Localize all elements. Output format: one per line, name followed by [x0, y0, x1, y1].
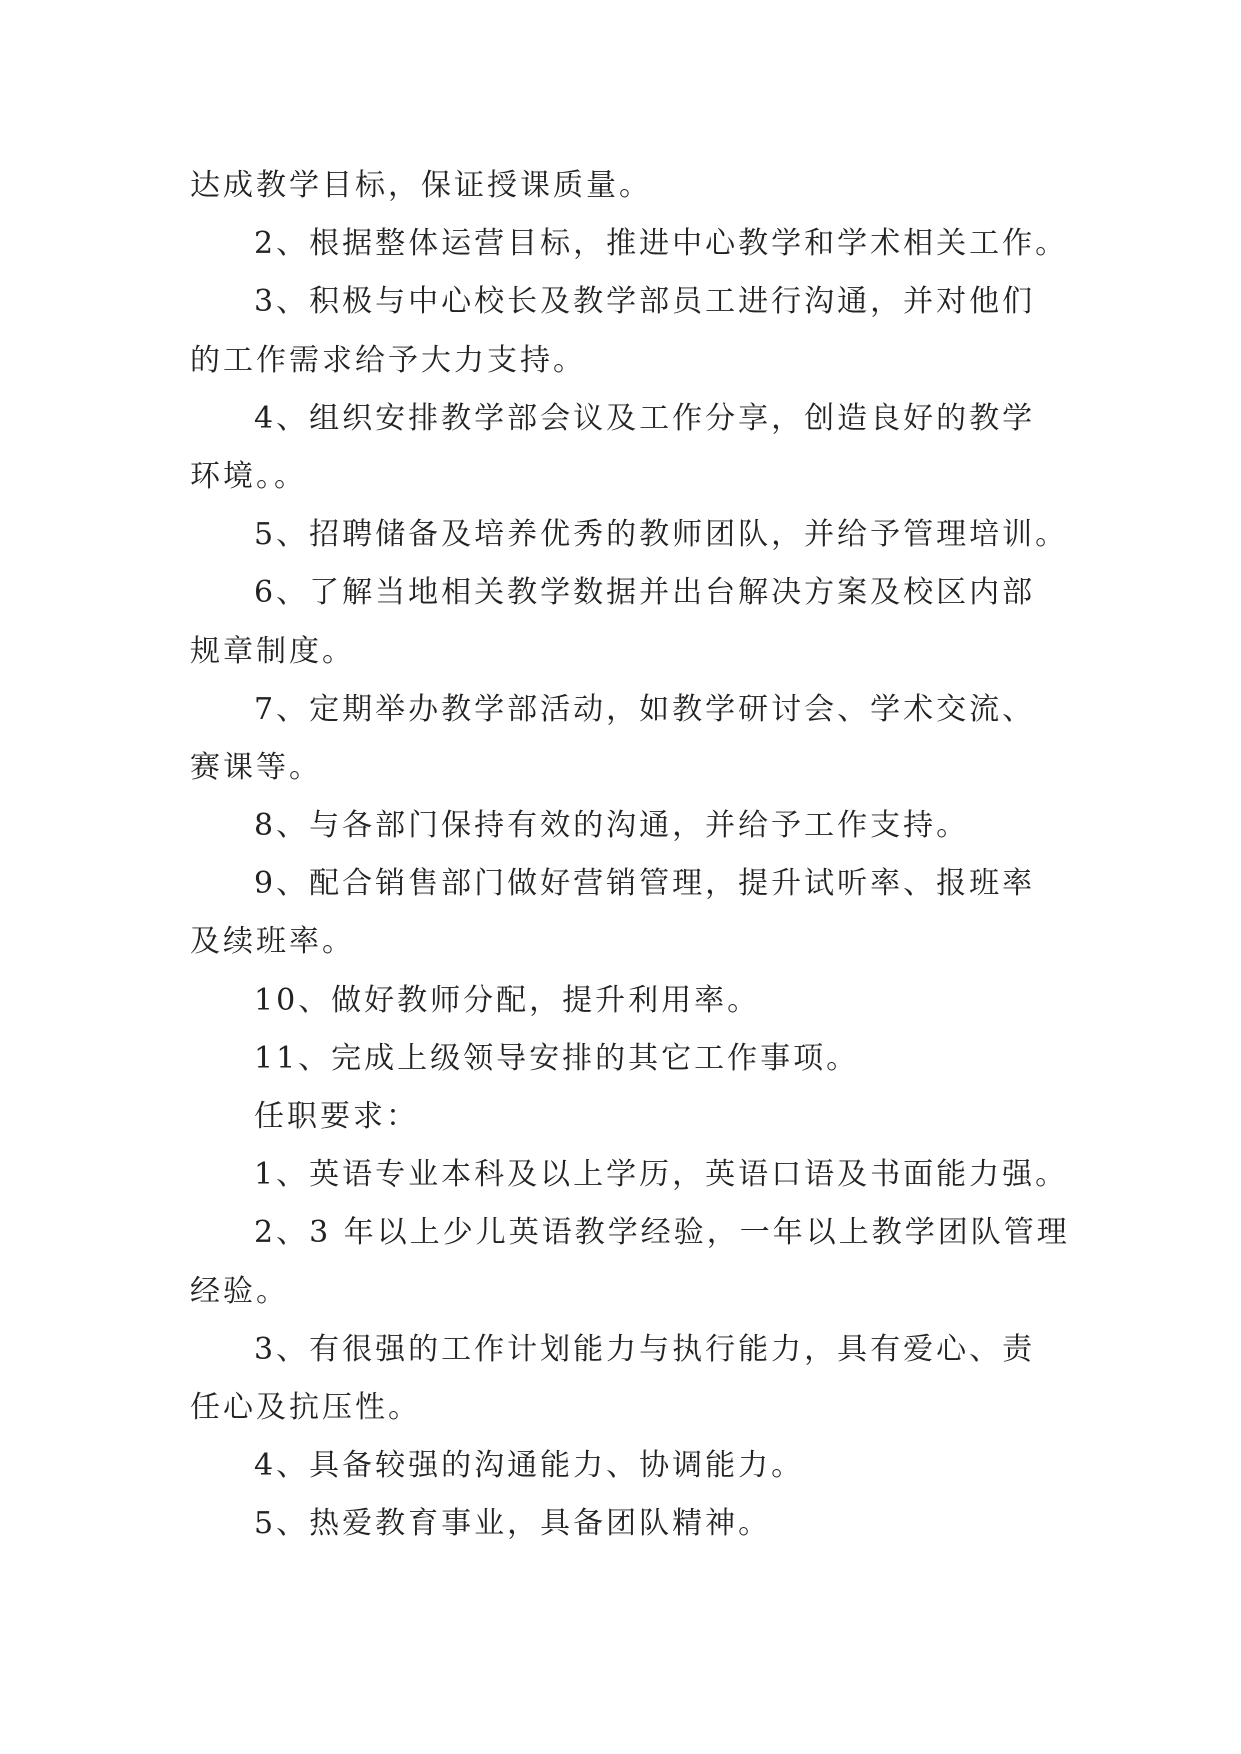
text-line: 经验。 — [190, 1273, 289, 1309]
text-line: 4、具备较强的沟通能力、协调能力。 — [254, 1448, 805, 1484]
text-line: 11、完成上级领导安排的其它工作事项。 — [254, 1040, 860, 1076]
text-line: 10、做好教师分配，提升利用率。 — [254, 982, 761, 1018]
text-line: 规章制度。 — [190, 633, 355, 669]
text-line: 8、与各部门保持有效的沟通，并给予工作支持。 — [254, 808, 970, 844]
text-line: 3、有很强的工作计划能力与执行能力，具有爱心、责 — [254, 1331, 1036, 1367]
text-line: 9、配合销售部门做好营销管理，提升试听率、报班率 — [254, 866, 1036, 902]
text-line: 6、了解当地相关教学数据并出台解决方案及校区内部 — [254, 575, 1036, 611]
text-line: 5、招聘储备及培养优秀的教师团队，并给予管理培训。 — [254, 517, 1069, 553]
text-line: 的工作需求给予大力支持。 — [190, 342, 586, 378]
text-line: 3、积极与中心校长及教学部员工进行沟通，并对他们 — [254, 284, 1036, 320]
text-line: 1、英语专业本科及以上学历，英语口语及书面能力强。 — [254, 1157, 1069, 1193]
text-line: 7、定期举办教学部活动，如教学研讨会、学术交流、 — [254, 691, 1036, 727]
section-heading: 任职要求： — [254, 1099, 419, 1134]
text-line: 2、根据整体运营目标，推进中心教学和学术相关工作。 — [254, 226, 1069, 262]
text-line: 4、组织安排教学部会议及工作分享，创造良好的教学 — [254, 400, 1036, 436]
text-line: 赛课等。 — [190, 749, 322, 785]
text-line: 环境。。 — [190, 458, 307, 494]
document-body — [190, 157, 1070, 1554]
text-line: 2、3 年以上少儿英语教学经验，一年以上教学团队管理 — [254, 1215, 1070, 1251]
text-line: 达成教学目标，保证授课质量。 — [190, 168, 652, 203]
text-line: 5、热爱教育事业，具备团队精神。 — [254, 1506, 772, 1542]
text-line: 任心及抗压性。 — [190, 1389, 421, 1425]
text-line: 及续班率。 — [190, 924, 355, 960]
